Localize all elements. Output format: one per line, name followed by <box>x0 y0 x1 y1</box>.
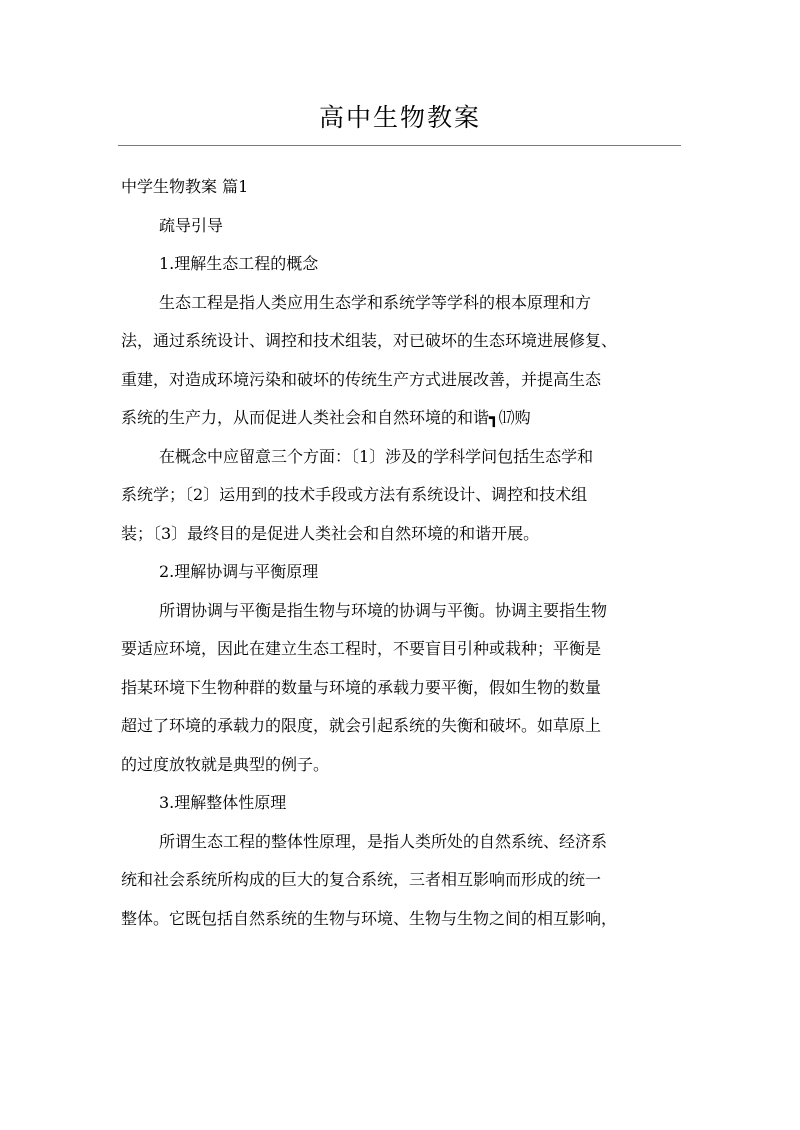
paragraph-line: 生态工程是指人类应用生态学和系统学等学科的根本原理和方 <box>159 292 592 312</box>
paragraph-line: 2.理解协调与平衡原理 <box>159 562 319 581</box>
paragraph-line: 统和社会系统所构成的巨大的复合系统，三者相互影响而形成的统一 <box>121 870 602 889</box>
paragraph-line: 所谓生态工程的整体性原理，是指人类所处的自然系统、经济系 <box>159 831 608 851</box>
paragraph-line: 系统的生产力，从而促进人类社会和自然环境的和谐┓⒄购 <box>121 408 531 427</box>
paragraph-line: 指某环境下生物种群的数量与环境的承载力要平衡，假如生物的数量 <box>121 677 602 697</box>
paragraph-line: 的过度放牧就是典型的例子。 <box>121 754 330 774</box>
document-body <box>121 168 681 938</box>
paragraph-line: 系统学；〔2〕运用到的技术手段或方法有系统设计、调控和技术组 <box>121 485 588 504</box>
paragraph-line: 重建，对造成环境污染和破坏的传统生产方式进展改善，并提高生态 <box>121 369 602 389</box>
paragraph-line: 在概念中应留意三个方面：〔1〕涉及的学科学问包括生态学和 <box>159 446 594 466</box>
paragraph-line: 中学生物教案 篇1 <box>121 177 249 196</box>
paragraph-line: 超过了环境的承载力的限度，就会引起系统的失衡和破坏。如草原上 <box>121 716 602 735</box>
paragraph-line: 疏导引导 <box>159 215 224 235</box>
title-divider <box>118 145 681 146</box>
paragraph-line: 1.理解生态工程的概念 <box>159 254 319 273</box>
paragraph-line: 所谓协调与平衡是指生物与环境的协调与平衡。协调主要指生物 <box>159 600 608 620</box>
paragraph-line: 3.理解整体性原理 <box>159 793 287 812</box>
document-title: 高中生物教案 <box>318 103 481 132</box>
paragraph-line: 装；〔3〕最终目的是促进人类社会和自然环境的和谐开展。 <box>121 523 540 543</box>
paragraph-line: 法，通过系统设计、调控和技术组装，对已破坏的生态环境进展修复、 <box>121 331 618 350</box>
paragraph-line: 要适应环境，因此在建立生态工程时，不要盲目引种或栽种；平衡是 <box>121 639 602 658</box>
paragraph-line: 整体。它既包括自然系统的生物与环境、生物与生物之间的相互影响， <box>121 908 618 928</box>
